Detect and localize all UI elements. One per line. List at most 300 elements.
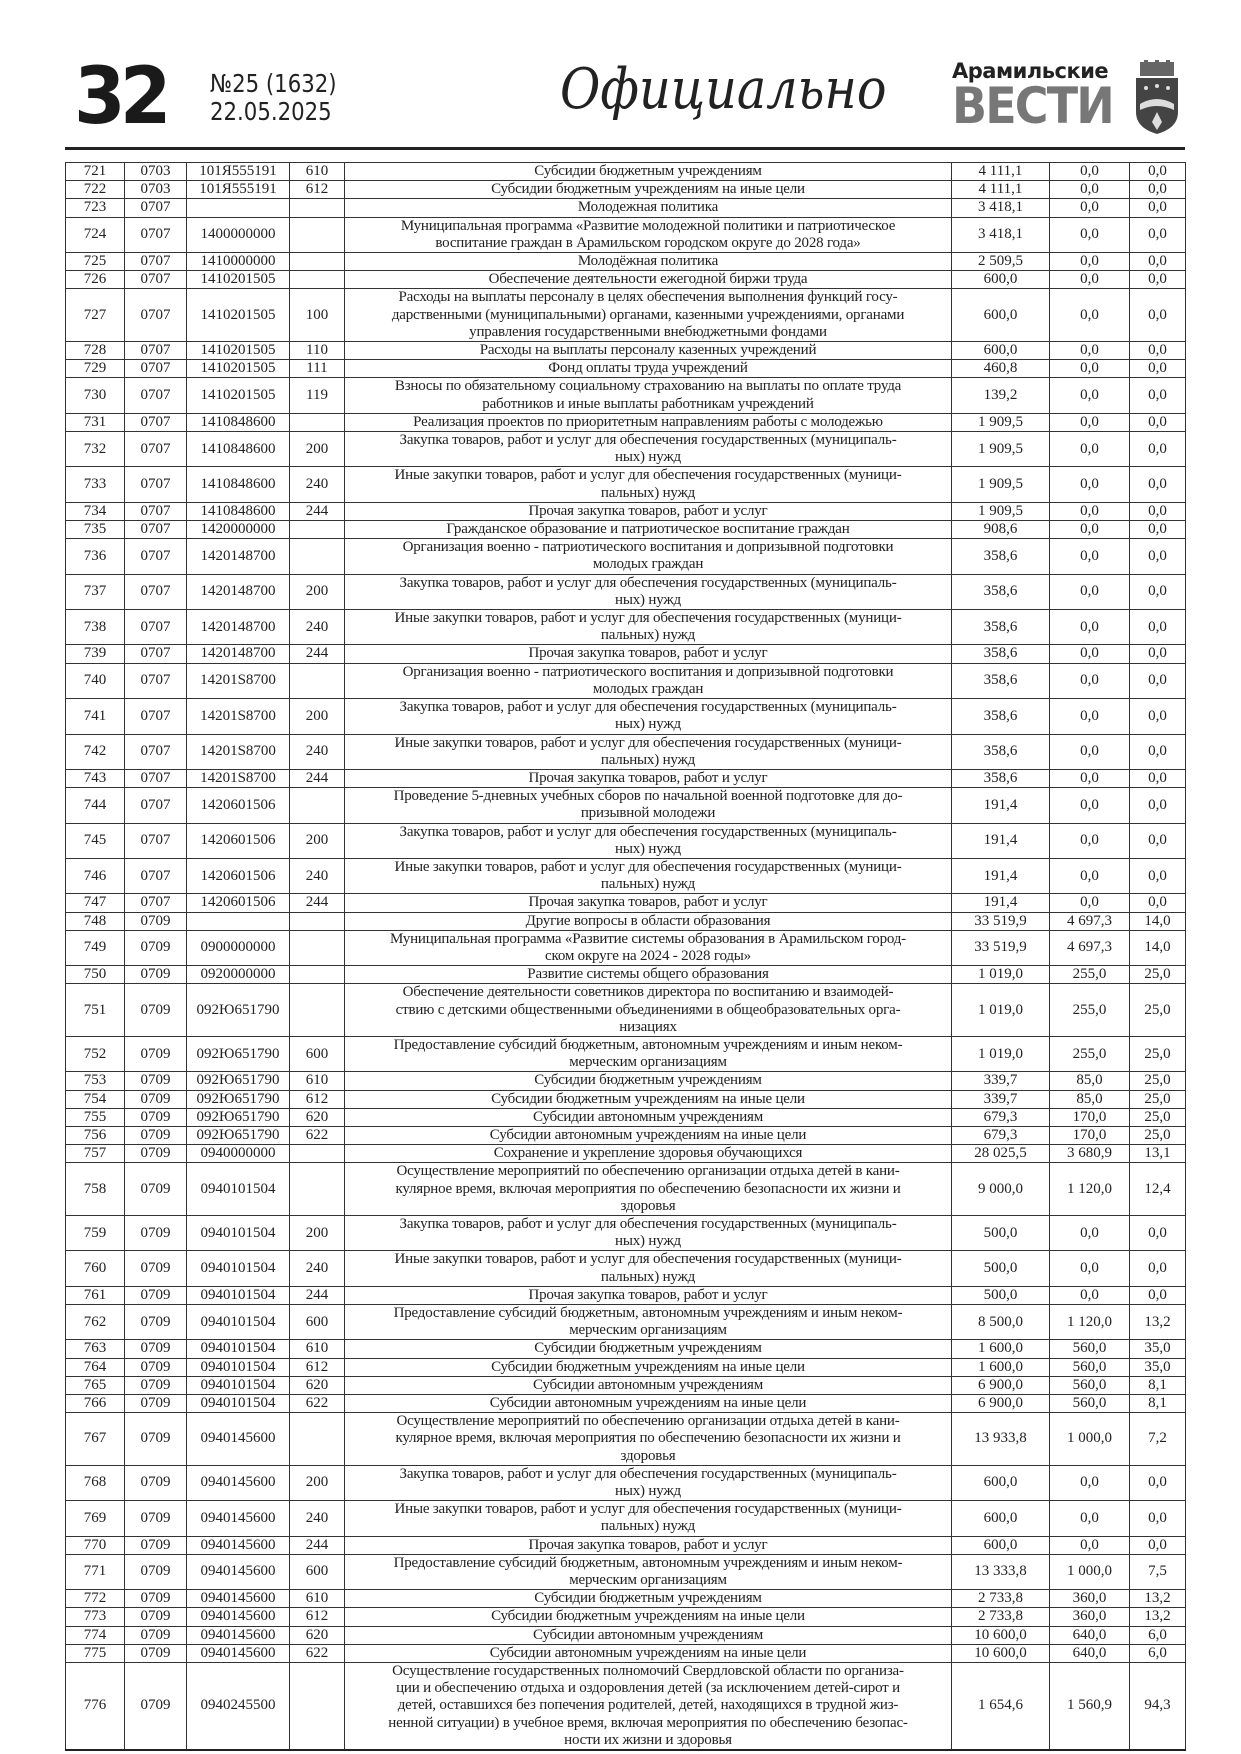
amount-executed-cell: 0,0 bbox=[1050, 253, 1130, 271]
target-code-cell: 1410848600 bbox=[187, 502, 290, 520]
section-code-cell: 0709 bbox=[125, 984, 187, 1037]
amount-executed-cell: 0,0 bbox=[1050, 1215, 1130, 1250]
execution-percent-cell: 0,0 bbox=[1130, 467, 1186, 502]
target-code-cell: 1420601506 bbox=[187, 894, 290, 912]
expense-type-cell: 244 bbox=[290, 1536, 345, 1554]
description-cell: Предоставление субсидий бюджетным, автономным учреждениям и иным неком- мерческим организациям bbox=[345, 1036, 952, 1071]
table-row bbox=[66, 1663, 1186, 1751]
expense-type-cell bbox=[290, 217, 345, 252]
table-row bbox=[66, 1305, 1186, 1340]
amount-planned-cell: 679,3 bbox=[952, 1126, 1050, 1144]
target-code-cell: 0940145600 bbox=[187, 1644, 290, 1662]
description-cell: Сохранение и укрепление здоровья обучающихся bbox=[345, 1145, 952, 1163]
target-code-cell: 1410000000 bbox=[187, 253, 290, 271]
section-code-cell: 0709 bbox=[125, 1376, 187, 1394]
target-code-cell: 101Я555191 bbox=[187, 181, 290, 199]
description-cell: Обеспечение деятельности советников директора по воспитанию и взаимодей- ствию с детскими общественными объединениями в общеобразовательных орга- низациях bbox=[345, 984, 952, 1037]
description-cell: Расходы на выплаты персоналу казенных учреждений bbox=[345, 342, 952, 360]
target-code-cell: 1410201505 bbox=[187, 289, 290, 342]
execution-percent-cell: 0,0 bbox=[1130, 663, 1186, 698]
expense-type-cell: 244 bbox=[290, 769, 345, 787]
target-code-cell: 0920000000 bbox=[187, 966, 290, 984]
section-code-cell: 0709 bbox=[125, 966, 187, 984]
section-code-cell: 0709 bbox=[125, 930, 187, 965]
execution-percent-cell: 13,2 bbox=[1130, 1305, 1186, 1340]
section-code-cell: 0709 bbox=[125, 1536, 187, 1554]
amount-executed-cell: 0,0 bbox=[1050, 769, 1130, 787]
description-cell: Субсидии автономным учреждениям на иные цели bbox=[345, 1126, 952, 1144]
amount-planned-cell: 358,6 bbox=[952, 769, 1050, 787]
section-code-cell: 0709 bbox=[125, 1465, 187, 1500]
amount-executed-cell: 0,0 bbox=[1050, 1251, 1130, 1286]
expense-type-cell: 610 bbox=[290, 1072, 345, 1090]
description-cell: Закупка товаров, работ и услуг для обеспечения государственных (муниципаль- ных) нужд bbox=[345, 699, 952, 734]
amount-planned-cell: 3 418,1 bbox=[952, 199, 1050, 217]
expense-type-cell: 600 bbox=[290, 1036, 345, 1071]
amount-executed-cell: 0,0 bbox=[1050, 521, 1130, 539]
amount-executed-cell: 0,0 bbox=[1050, 699, 1130, 734]
table-row bbox=[66, 645, 1186, 663]
table-row bbox=[66, 378, 1186, 413]
row-number-cell: 724 bbox=[66, 217, 125, 252]
execution-percent-cell: 0,0 bbox=[1130, 1501, 1186, 1536]
description-cell: Предоставление субсидий бюджетным, автономным учреждениям и иным неком- мерческим организациям bbox=[345, 1554, 952, 1589]
table-row bbox=[66, 574, 1186, 609]
target-code-cell bbox=[187, 912, 290, 930]
section-code-cell: 0709 bbox=[125, 1590, 187, 1608]
description-cell: Прочая закупка товаров, работ и услуг bbox=[345, 1286, 952, 1304]
expense-type-cell: 620 bbox=[290, 1108, 345, 1126]
target-code-cell: 092Ю651790 bbox=[187, 1072, 290, 1090]
expense-type-cell: 612 bbox=[290, 1090, 345, 1108]
amount-planned-cell: 191,4 bbox=[952, 858, 1050, 893]
expense-type-cell: 610 bbox=[290, 163, 345, 181]
execution-percent-cell: 0,0 bbox=[1130, 1286, 1186, 1304]
execution-percent-cell: 25,0 bbox=[1130, 984, 1186, 1037]
amount-executed-cell: 1 000,0 bbox=[1050, 1554, 1130, 1589]
amount-planned-cell: 10 600,0 bbox=[952, 1644, 1050, 1662]
execution-percent-cell: 25,0 bbox=[1130, 1090, 1186, 1108]
section-code-cell: 0707 bbox=[125, 823, 187, 858]
description-cell: Закупка товаров, работ и услуг для обеспечения государственных (муниципаль- ных) нужд bbox=[345, 1215, 952, 1250]
target-code-cell: 1420148700 bbox=[187, 610, 290, 645]
amount-executed-cell: 0,0 bbox=[1050, 432, 1130, 467]
row-number-cell: 761 bbox=[66, 1286, 125, 1304]
section-code-cell: 0703 bbox=[125, 163, 187, 181]
table-row bbox=[66, 1413, 1186, 1466]
table-row bbox=[66, 1072, 1186, 1090]
execution-percent-cell: 25,0 bbox=[1130, 1036, 1186, 1071]
description-cell: Организация военно - патриотического воспитания и допризывной подготовки молодых граждан bbox=[345, 663, 952, 698]
amount-planned-cell: 358,6 bbox=[952, 539, 1050, 574]
target-code-cell: 1410201505 bbox=[187, 378, 290, 413]
description-cell: Обеспечение деятельности ежегодной биржи труда bbox=[345, 271, 952, 289]
execution-percent-cell: 13,2 bbox=[1130, 1590, 1186, 1608]
execution-percent-cell: 0,0 bbox=[1130, 539, 1186, 574]
expense-type-cell: 244 bbox=[290, 502, 345, 520]
section-code-cell: 0707 bbox=[125, 521, 187, 539]
amount-planned-cell: 1 909,5 bbox=[952, 467, 1050, 502]
execution-percent-cell: 12,4 bbox=[1130, 1163, 1186, 1216]
execution-percent-cell: 8,1 bbox=[1130, 1395, 1186, 1413]
target-code-cell: 0940101504 bbox=[187, 1376, 290, 1394]
table-row bbox=[66, 467, 1186, 502]
amount-executed-cell: 255,0 bbox=[1050, 1036, 1130, 1071]
execution-percent-cell: 0,0 bbox=[1130, 163, 1186, 181]
table-row bbox=[66, 1501, 1186, 1536]
amount-executed-cell: 0,0 bbox=[1050, 574, 1130, 609]
execution-percent-cell: 0,0 bbox=[1130, 610, 1186, 645]
amount-executed-cell: 170,0 bbox=[1050, 1108, 1130, 1126]
target-code-cell: 0940101504 bbox=[187, 1305, 290, 1340]
target-code-cell: 0940145600 bbox=[187, 1465, 290, 1500]
row-number-cell: 760 bbox=[66, 1251, 125, 1286]
target-code-cell: 0940101504 bbox=[187, 1395, 290, 1413]
amount-planned-cell: 600,0 bbox=[952, 1501, 1050, 1536]
table-row bbox=[66, 253, 1186, 271]
row-number-cell: 759 bbox=[66, 1215, 125, 1250]
table-row bbox=[66, 1608, 1186, 1626]
amount-executed-cell: 1 000,0 bbox=[1050, 1413, 1130, 1466]
execution-percent-cell: 35,0 bbox=[1130, 1358, 1186, 1376]
section-code-cell: 0707 bbox=[125, 342, 187, 360]
expense-type-cell: 240 bbox=[290, 1501, 345, 1536]
row-number-cell: 738 bbox=[66, 610, 125, 645]
amount-planned-cell: 1 019,0 bbox=[952, 966, 1050, 984]
section-code-cell: 0707 bbox=[125, 858, 187, 893]
table-row bbox=[66, 1145, 1186, 1163]
target-code-cell: 0940145600 bbox=[187, 1590, 290, 1608]
expense-type-cell bbox=[290, 984, 345, 1037]
amount-planned-cell: 1 909,5 bbox=[952, 413, 1050, 431]
amount-executed-cell: 0,0 bbox=[1050, 378, 1130, 413]
row-number-cell: 754 bbox=[66, 1090, 125, 1108]
description-cell: Расходы на выплаты персоналу в целях обеспечения выполнения функций госу- дарственными (муниципальными) органами, казенными учреждениями, органами управления государственными внебюджетными фондами bbox=[345, 289, 952, 342]
execution-percent-cell: 0,0 bbox=[1130, 199, 1186, 217]
description-cell: Субсидии автономным учреждениям bbox=[345, 1108, 952, 1126]
section-code-cell: 0709 bbox=[125, 1090, 187, 1108]
expense-type-cell bbox=[290, 966, 345, 984]
amount-planned-cell: 191,4 bbox=[952, 788, 1050, 823]
row-number-cell: 768 bbox=[66, 1465, 125, 1500]
table-row bbox=[66, 539, 1186, 574]
description-cell: Прочая закупка товаров, работ и услуг bbox=[345, 769, 952, 787]
target-code-cell: 1410201505 bbox=[187, 360, 290, 378]
row-number-cell: 753 bbox=[66, 1072, 125, 1090]
target-code-cell: 101Я555191 bbox=[187, 163, 290, 181]
execution-percent-cell: 0,0 bbox=[1130, 432, 1186, 467]
target-code-cell: 1410848600 bbox=[187, 413, 290, 431]
description-cell: Закупка товаров, работ и услуг для обеспечения государственных (муниципаль- ных) нужд bbox=[345, 432, 952, 467]
execution-percent-cell: 35,0 bbox=[1130, 1340, 1186, 1358]
expense-type-cell bbox=[290, 1663, 345, 1751]
description-cell: Прочая закупка товаров, работ и услуг bbox=[345, 645, 952, 663]
description-cell: Прочая закупка товаров, работ и услуг bbox=[345, 1536, 952, 1554]
section-code-cell: 0709 bbox=[125, 912, 187, 930]
expense-type-cell: 610 bbox=[290, 1340, 345, 1358]
section-title: Официально bbox=[560, 57, 887, 122]
execution-percent-cell: 0,0 bbox=[1130, 413, 1186, 431]
execution-percent-cell: 0,0 bbox=[1130, 521, 1186, 539]
execution-percent-cell: 0,0 bbox=[1130, 1251, 1186, 1286]
issue-number: №25 (1632) bbox=[210, 69, 337, 98]
description-cell: Организация военно - патриотического воспитания и допризывной подготовки молодых граждан bbox=[345, 539, 952, 574]
amount-planned-cell: 4 111,1 bbox=[952, 163, 1050, 181]
amount-executed-cell: 0,0 bbox=[1050, 1465, 1130, 1500]
target-code-cell: 0940101504 bbox=[187, 1358, 290, 1376]
description-cell: Субсидии бюджетным учреждениям на иные цели bbox=[345, 1358, 952, 1376]
section-code-cell: 0709 bbox=[125, 1145, 187, 1163]
expense-type-cell: 240 bbox=[290, 467, 345, 502]
expense-type-cell: 620 bbox=[290, 1626, 345, 1644]
section-code-cell: 0709 bbox=[125, 1644, 187, 1662]
budget-table bbox=[65, 162, 1186, 1751]
description-cell: Субсидии бюджетным учреждениям bbox=[345, 1590, 952, 1608]
expense-type-cell: 620 bbox=[290, 1376, 345, 1394]
expense-type-cell bbox=[290, 539, 345, 574]
section-code-cell: 0709 bbox=[125, 1663, 187, 1751]
amount-planned-cell: 2 733,8 bbox=[952, 1608, 1050, 1626]
expense-type-cell: 200 bbox=[290, 1215, 345, 1250]
description-cell: Иные закупки товаров, работ и услуг для обеспечения государственных (муници- пальных) нужд bbox=[345, 610, 952, 645]
execution-percent-cell: 0,0 bbox=[1130, 1536, 1186, 1554]
row-number-cell: 771 bbox=[66, 1554, 125, 1589]
table-row bbox=[66, 1376, 1186, 1394]
execution-percent-cell: 0,0 bbox=[1130, 253, 1186, 271]
section-code-cell: 0707 bbox=[125, 378, 187, 413]
execution-percent-cell: 0,0 bbox=[1130, 788, 1186, 823]
table-row bbox=[66, 1536, 1186, 1554]
issue-date: 22.05.2025 bbox=[210, 97, 332, 126]
section-code-cell: 0709 bbox=[125, 1395, 187, 1413]
execution-percent-cell: 0,0 bbox=[1130, 217, 1186, 252]
section-code-cell: 0707 bbox=[125, 432, 187, 467]
target-code-cell: 0940101504 bbox=[187, 1215, 290, 1250]
amount-executed-cell: 0,0 bbox=[1050, 539, 1130, 574]
table-row bbox=[66, 1215, 1186, 1250]
section-code-cell: 0709 bbox=[125, 1286, 187, 1304]
section-code-cell: 0709 bbox=[125, 1215, 187, 1250]
table-row bbox=[66, 1251, 1186, 1286]
expense-type-cell: 200 bbox=[290, 574, 345, 609]
expense-type-cell bbox=[290, 1163, 345, 1216]
section-code-cell: 0707 bbox=[125, 645, 187, 663]
expense-type-cell bbox=[290, 930, 345, 965]
row-number-cell: 723 bbox=[66, 199, 125, 217]
execution-percent-cell: 14,0 bbox=[1130, 930, 1186, 965]
description-cell: Иные закупки товаров, работ и услуг для обеспечения государственных (муници- пальных) нужд bbox=[345, 734, 952, 769]
amount-executed-cell: 640,0 bbox=[1050, 1644, 1130, 1662]
amount-planned-cell: 679,3 bbox=[952, 1108, 1050, 1126]
amount-executed-cell: 0,0 bbox=[1050, 271, 1130, 289]
target-code-cell: 14201S8700 bbox=[187, 663, 290, 698]
expense-type-cell: 110 bbox=[290, 342, 345, 360]
row-number-cell: 773 bbox=[66, 1608, 125, 1626]
table-row bbox=[66, 823, 1186, 858]
table-row bbox=[66, 663, 1186, 698]
description-cell: Другие вопросы в области образования bbox=[345, 912, 952, 930]
expense-type-cell: 600 bbox=[290, 1305, 345, 1340]
section-code-cell: 0707 bbox=[125, 289, 187, 342]
row-number-cell: 737 bbox=[66, 574, 125, 609]
section-code-cell: 0709 bbox=[125, 1501, 187, 1536]
amount-planned-cell: 500,0 bbox=[952, 1286, 1050, 1304]
row-number-cell: 728 bbox=[66, 342, 125, 360]
description-cell: Фонд оплаты труда учреждений bbox=[345, 360, 952, 378]
target-code-cell: 092Ю651790 bbox=[187, 1090, 290, 1108]
description-cell: Субсидии бюджетным учреждениям bbox=[345, 163, 952, 181]
row-number-cell: 745 bbox=[66, 823, 125, 858]
amount-planned-cell: 1 600,0 bbox=[952, 1358, 1050, 1376]
description-cell: Взносы по обязательному социальному страхованию на выплаты по оплате труда работников и иные выплаты работникам учреждений bbox=[345, 378, 952, 413]
amount-executed-cell: 4 697,3 bbox=[1050, 930, 1130, 965]
page-number: 32 bbox=[74, 52, 166, 142]
table-row bbox=[66, 413, 1186, 431]
table-row bbox=[66, 199, 1186, 217]
amount-planned-cell: 139,2 bbox=[952, 378, 1050, 413]
row-number-cell: 741 bbox=[66, 699, 125, 734]
target-code-cell: 14201S8700 bbox=[187, 699, 290, 734]
target-code-cell: 0940101504 bbox=[187, 1286, 290, 1304]
amount-planned-cell: 1 019,0 bbox=[952, 1036, 1050, 1071]
description-cell: Предоставление субсидий бюджетным, автономным учреждениям и иным неком- мерческим организациям bbox=[345, 1305, 952, 1340]
description-cell: Закупка товаров, работ и услуг для обеспечения государственных (муниципаль- ных) нужд bbox=[345, 574, 952, 609]
table-row bbox=[66, 1126, 1186, 1144]
row-number-cell: 733 bbox=[66, 467, 125, 502]
description-cell: Развитие системы общего образования bbox=[345, 966, 952, 984]
target-code-cell: 1420601506 bbox=[187, 788, 290, 823]
amount-planned-cell: 358,6 bbox=[952, 574, 1050, 609]
execution-percent-cell: 0,0 bbox=[1130, 289, 1186, 342]
target-code-cell: 1420000000 bbox=[187, 521, 290, 539]
expense-type-cell bbox=[290, 253, 345, 271]
expense-type-cell: 612 bbox=[290, 1608, 345, 1626]
table-row bbox=[66, 966, 1186, 984]
execution-percent-cell: 6,0 bbox=[1130, 1626, 1186, 1644]
amount-executed-cell: 0,0 bbox=[1050, 467, 1130, 502]
description-cell: Субсидии автономным учреждениям bbox=[345, 1376, 952, 1394]
expense-type-cell: 622 bbox=[290, 1126, 345, 1144]
target-code-cell: 1410848600 bbox=[187, 432, 290, 467]
expense-type-cell bbox=[290, 199, 345, 217]
section-code-cell: 0709 bbox=[125, 1554, 187, 1589]
amount-executed-cell: 1 120,0 bbox=[1050, 1305, 1130, 1340]
amount-planned-cell: 358,6 bbox=[952, 663, 1050, 698]
row-number-cell: 730 bbox=[66, 378, 125, 413]
row-number-cell: 752 bbox=[66, 1036, 125, 1071]
table-row bbox=[66, 1090, 1186, 1108]
description-cell: Проведение 5-дневных учебных сборов по начальной военной подготовке для до- призывной молодежи bbox=[345, 788, 952, 823]
amount-planned-cell: 460,8 bbox=[952, 360, 1050, 378]
execution-percent-cell: 0,0 bbox=[1130, 342, 1186, 360]
section-code-cell: 0707 bbox=[125, 663, 187, 698]
description-cell: Субсидии автономным учреждениям на иные цели bbox=[345, 1644, 952, 1662]
amount-executed-cell: 560,0 bbox=[1050, 1358, 1130, 1376]
table-row bbox=[66, 1108, 1186, 1126]
amount-planned-cell: 358,6 bbox=[952, 610, 1050, 645]
description-cell: Субсидии бюджетным учреждениям на иные цели bbox=[345, 1608, 952, 1626]
expense-type-cell bbox=[290, 521, 345, 539]
section-code-cell: 0707 bbox=[125, 199, 187, 217]
execution-percent-cell: 0,0 bbox=[1130, 894, 1186, 912]
expense-type-cell: 200 bbox=[290, 432, 345, 467]
execution-percent-cell: 0,0 bbox=[1130, 1465, 1186, 1500]
execution-percent-cell: 0,0 bbox=[1130, 734, 1186, 769]
expense-type-cell: 610 bbox=[290, 1590, 345, 1608]
target-code-cell: 14201S8700 bbox=[187, 734, 290, 769]
target-code-cell: 14201S8700 bbox=[187, 769, 290, 787]
coat-of-arms-icon bbox=[1132, 60, 1182, 134]
amount-planned-cell: 33 519,9 bbox=[952, 912, 1050, 930]
target-code-cell: 0940145600 bbox=[187, 1501, 290, 1536]
execution-percent-cell: 0,0 bbox=[1130, 823, 1186, 858]
row-number-cell: 750 bbox=[66, 966, 125, 984]
table-row bbox=[66, 432, 1186, 467]
amount-executed-cell: 0,0 bbox=[1050, 217, 1130, 252]
table-row bbox=[66, 217, 1186, 252]
execution-percent-cell: 14,0 bbox=[1130, 912, 1186, 930]
row-number-cell: 755 bbox=[66, 1108, 125, 1126]
table-row bbox=[66, 163, 1186, 181]
amount-planned-cell: 358,6 bbox=[952, 734, 1050, 769]
row-number-cell: 734 bbox=[66, 502, 125, 520]
description-cell: Молодёжная политика bbox=[345, 253, 952, 271]
row-number-cell: 751 bbox=[66, 984, 125, 1037]
row-number-cell: 766 bbox=[66, 1395, 125, 1413]
amount-planned-cell: 358,6 bbox=[952, 645, 1050, 663]
amount-executed-cell: 0,0 bbox=[1050, 1536, 1130, 1554]
target-code-cell: 1400000000 bbox=[187, 217, 290, 252]
amount-executed-cell: 0,0 bbox=[1050, 289, 1130, 342]
row-number-cell: 756 bbox=[66, 1126, 125, 1144]
section-code-cell: 0707 bbox=[125, 253, 187, 271]
target-code-cell: 0940145600 bbox=[187, 1413, 290, 1466]
target-code-cell: 0940101504 bbox=[187, 1251, 290, 1286]
row-number-cell: 725 bbox=[66, 253, 125, 271]
table-row bbox=[66, 769, 1186, 787]
execution-percent-cell: 0,0 bbox=[1130, 699, 1186, 734]
row-number-cell: 772 bbox=[66, 1590, 125, 1608]
description-cell: Осуществление мероприятий по обеспечению организации отдыха детей в кани- кулярное время, включая мероприятия по обеспечению безопасности их жизни и здоровья bbox=[345, 1413, 952, 1466]
amount-executed-cell: 640,0 bbox=[1050, 1626, 1130, 1644]
table-row bbox=[66, 894, 1186, 912]
row-number-cell: 746 bbox=[66, 858, 125, 893]
expense-type-cell: 119 bbox=[290, 378, 345, 413]
row-number-cell: 763 bbox=[66, 1340, 125, 1358]
table-row bbox=[66, 1286, 1186, 1304]
amount-executed-cell: 0,0 bbox=[1050, 610, 1130, 645]
row-number-cell: 765 bbox=[66, 1376, 125, 1394]
table-row bbox=[66, 699, 1186, 734]
execution-percent-cell: 0,0 bbox=[1130, 769, 1186, 787]
section-code-cell: 0709 bbox=[125, 1108, 187, 1126]
table-row bbox=[66, 788, 1186, 823]
execution-percent-cell: 94,3 bbox=[1130, 1663, 1186, 1751]
row-number-cell: 732 bbox=[66, 432, 125, 467]
row-number-cell: 769 bbox=[66, 1501, 125, 1536]
logo-main-text: ВЕСТИ bbox=[952, 77, 1113, 135]
row-number-cell: 748 bbox=[66, 912, 125, 930]
table-row bbox=[66, 502, 1186, 520]
row-number-cell: 770 bbox=[66, 1536, 125, 1554]
issue-info bbox=[210, 70, 337, 126]
section-code-cell: 0707 bbox=[125, 574, 187, 609]
table-row bbox=[66, 984, 1186, 1037]
expense-type-cell: 200 bbox=[290, 823, 345, 858]
execution-percent-cell: 7,5 bbox=[1130, 1554, 1186, 1589]
amount-planned-cell: 13 933,8 bbox=[952, 1413, 1050, 1466]
execution-percent-cell: 25,0 bbox=[1130, 966, 1186, 984]
